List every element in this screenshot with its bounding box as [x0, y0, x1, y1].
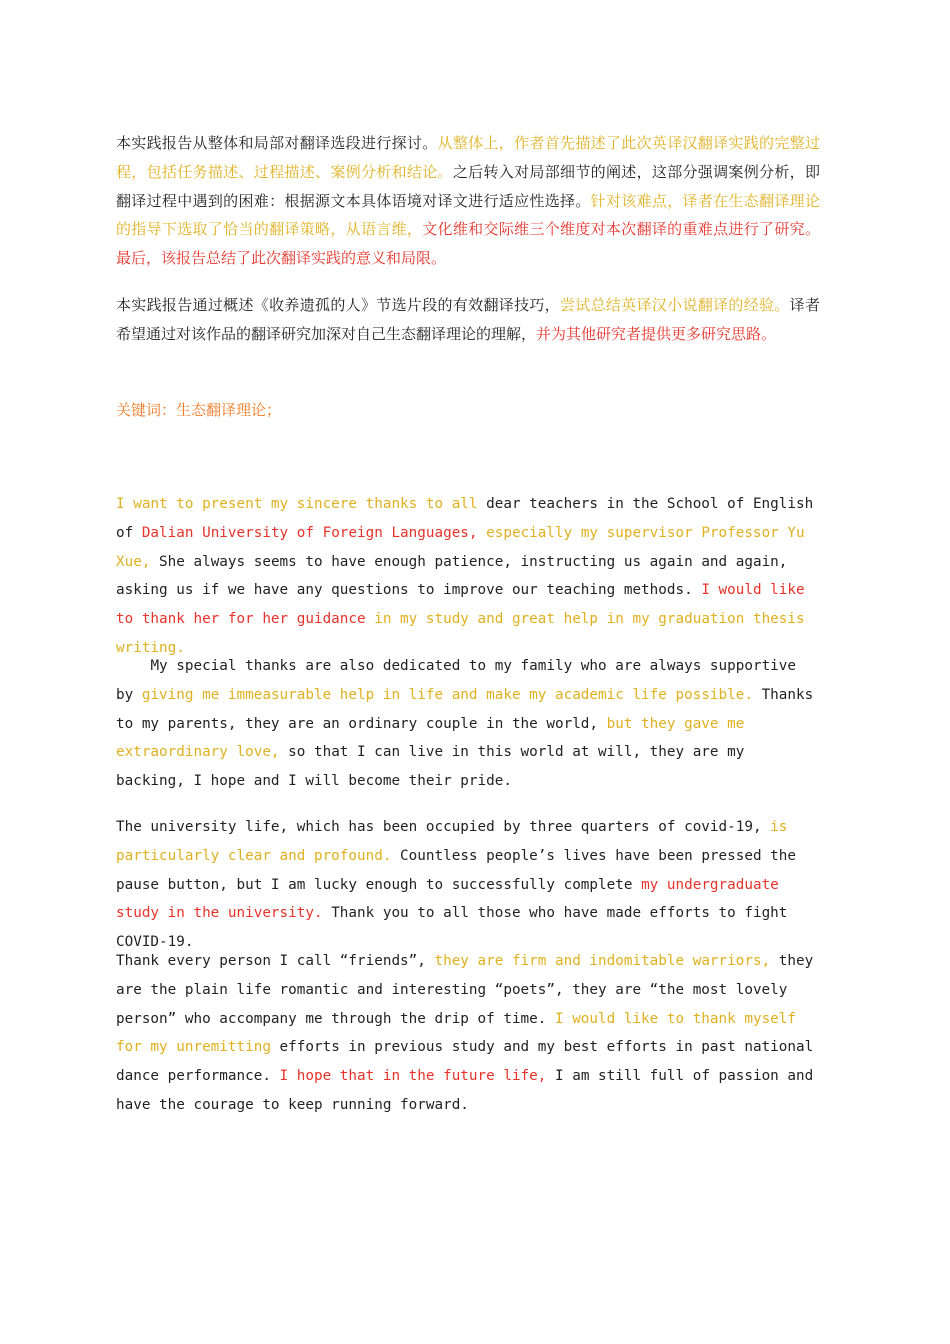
abstract-p1-run-0: 本实践报告从整体和局部对翻译选段进行探讨。	[116, 134, 438, 152]
abstract-p1-run-1: 从整体上，作者首先描述了此次英译汉翻译实践的完整过程，包括任务描述、过程描述、案例分析和结论。	[116, 134, 820, 181]
abstract-paragraph-1	[116, 129, 820, 273]
ack-p1-run-7: in my study and great help in my graduation thesis writing.	[116, 611, 814, 656]
ack-p1-run-5: She always seems to have enough patience, instructing us again and again, asking us if we have any questions to improve our teaching methods.	[116, 553, 796, 599]
ack-p4-run-1: they are firm and indomitable warriors,	[434, 953, 771, 969]
ack-p2-run-4: so that I can live in this world at will, they are my backing, I hope and I will become their pride.	[116, 744, 753, 790]
abstract-p2-run-2: 译者希望通过对该作品的翻译研究加深对自己生态翻译理论的理解，	[116, 296, 820, 343]
ack-p3-run-0: The university life, which has been occupied by three quarters of covid-19,	[116, 819, 771, 835]
keywords-line	[116, 396, 820, 425]
ack-p4-run-2: they are the plain life romantic and interesting “poets”, they are “the most lovely person” who accompany me through the drip of time.	[116, 953, 822, 1027]
ack-p1-run-2: Dalian University of Foreign Languages,	[141, 524, 478, 541]
abstract-p1-run-4: 文化维和交际维三个维度对本次翻译的重难点进行了研究。最后，该报告总结了此次翻译实践的意义和局限。	[116, 220, 820, 268]
abstract-p2-run-0: 本实践报告通过概述《收养遗孤的人》节选片段的有效翻译技巧，	[116, 296, 560, 314]
ack-p4-run-3: I would like to thank myself for my unremitting	[116, 1010, 805, 1056]
ack-p4-run-4: efforts in previous study and my best efforts in past national dance performance.	[116, 1039, 822, 1085]
keywords-run-0: 关键词：生态翻译理论；	[116, 401, 282, 419]
ack-p1-run-3	[478, 525, 487, 541]
ack-p4-run-0: Thank every person I call “friends”,	[116, 953, 435, 969]
abstract-paragraph-2	[116, 291, 820, 349]
ack-p2-run-2: Thanks to my parents, they are an ordinary couple in the world,	[116, 686, 822, 732]
ack-p2-run-0: My special thanks are also dedicated to my family who are always supportive by	[116, 658, 805, 703]
ack-p1-run-6: I would like to thank her for her guidance	[116, 582, 814, 628]
ack-p1-run-1: dear teachers in the School of English of	[116, 496, 822, 541]
ack-paragraph-1	[116, 490, 820, 663]
ack-p4-run-5: I hope that in the future life,	[279, 1068, 547, 1085]
ack-p2-run-3: but they gave me extraordinary love,	[116, 715, 753, 761]
ack-p3-run-1: is particularly clear and profound.	[116, 819, 796, 864]
ack-paragraph-3	[116, 813, 820, 957]
ack-p3-run-2: Countless people’s lives have been pressed the pause button, but I am lucky enough to successfully complete	[116, 847, 805, 893]
ack-p2-run-1: giving me immeasurable help in life and make my academic life possible.	[141, 686, 753, 703]
ack-p1-run-0: I want to present my sincere thanks to all	[116, 496, 478, 512]
abstract-p2-run-1: 尝试总结英译汉小说翻译的经验。	[560, 296, 790, 314]
abstract-p1-run-2: 之后转入对局部细节的阐述，这部分强调案例分析，即翻译过程中遇到的困难：根据源文本具体语境对译文进行适应性选择。	[116, 162, 820, 210]
ack-paragraph-2	[116, 652, 820, 796]
ack-p3-run-3: my undergraduate study in the university.	[116, 876, 788, 922]
abstract-p1-run-3: 针对该难点，译者在生态翻译理论的指导下选取了恰当的翻译策略，从语言维，	[116, 191, 820, 239]
ack-p4-run-6: I am still full of passion and have the courage to keep running forward.	[116, 1068, 822, 1113]
ack-p3-run-4: Thank you to all those who have made efforts to fight COVID-19.	[116, 905, 797, 951]
ack-paragraph-4	[116, 947, 820, 1120]
abstract-p2-run-3: 并为其他研究者提供更多研究思路。	[536, 324, 777, 343]
ack-p1-run-4: especially my supervisor Professor Yu Xue,	[116, 524, 814, 570]
